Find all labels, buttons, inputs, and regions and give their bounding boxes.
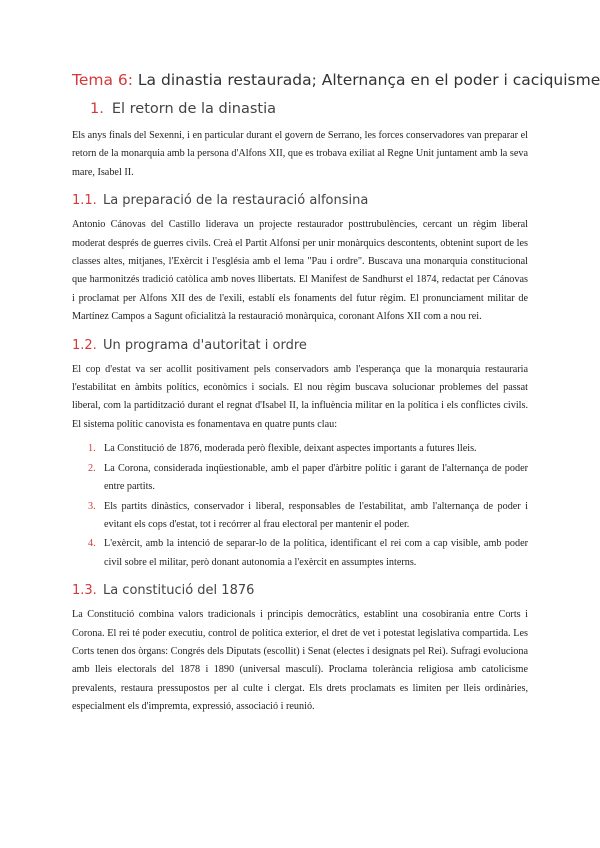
section-1-title: El retorn de la dinastia: [111, 101, 276, 117]
subsection-1-2-title: Un programa d'autoritat i ordre: [102, 337, 307, 353]
section-1-heading: [90, 100, 528, 119]
list-item-number: 1.: [88, 443, 96, 455]
title-text: La dinastia restaurada; Alternança en el poder i caciquisme: [137, 71, 600, 89]
subsection-1-1-heading: [72, 192, 528, 210]
subsection-1-2-heading: [72, 337, 528, 355]
list-item: [72, 535, 528, 572]
section-1-paragraph: Els anys finals del Sexenni, i en particular durant el govern de Serrano, les forces conservadores van preparar el retorn de la monarquia amb la persona d'Alfons XII, que es trobava exiliat al Regne Unit juntament amb la seva mare, Isabel II.: [72, 130, 528, 178]
subsection-1-3-title: La constitució del 1876: [102, 583, 255, 599]
list-item-text: Els partits dinàstics, conservador i liberal, responsables de l'estabilitat, amb l'alternança de poder i evitant els cops d'estat, tot i recórrer al frau electoral per mantenir el poder.: [104, 500, 528, 530]
list-item: [72, 460, 528, 497]
subsection-1-2-number: 1.2.: [72, 337, 97, 353]
subsection-1-1-title: La preparació de la restauració alfonsina: [102, 193, 369, 209]
list-item-text: La Corona, considerada inqüestionable, amb el paper d'àrbitre polític i garant de l'alternança de poder entre partits.: [104, 462, 528, 493]
list-item-number: 3.: [88, 500, 96, 512]
section-1-number: 1.: [90, 101, 104, 117]
list-item: [72, 440, 528, 458]
list-item: [72, 498, 528, 535]
subsection-1-3-number: 1.3.: [72, 583, 97, 599]
list-item-text: La Constitució de 1876, moderada però flexible, deixant aspectes importants a futures lleis.: [104, 443, 477, 455]
title-label: Tema 6:: [72, 71, 133, 89]
subsection-1-2-paragraph: El cop d'estat va ser acollit positivament pels conservadors amb l'esperança que la monarquia restauraria l'estabilitat en àmbits polítics, econòmics i socials. El nou règim buscava solucionar problemes del passat liberal, com la partidització durant el regnat d'Isabel II, la influència militar en la política i els conflictes civils. El sistema polític canovista es fonamentava en quatre punts clau:: [72, 363, 528, 430]
subsection-1-1-paragraph: Antonio Cánovas del Castillo liderava un projecte restaurador posttrubulències, cercant un règim liberal moderat després de guerres civils. Creà el Partit Alfonsí per unir monàrquics descontents, obtenint suport de les classes altes, mitjanes, l'Exèrcit i l'església amb el lema "Pau i ordre". Buscava una monarquia constitucional que harmonitzés tradició catòlica amb noves llibertats. El Manifest de Sandhurst el 1874, redactat per Cánovas i proclamat per Alfons XII des de l'exili, establí els fonaments del futur règim. El pronunciament militar de Martínez Campos a Sagunt oficialitzà la restauració monàrquica, coronant Alfons XII com a nou rei.: [72, 219, 528, 323]
list-item-text: L'exèrcit, amb la intenció de separar-lo de la política, identificant el rei com a cap visible, amb poder civil sobre el militar, però donant autonomia a l'exèrcit en assumptes interns.: [104, 538, 528, 568]
page-title: [72, 70, 600, 90]
key-points-list: [72, 440, 528, 572]
list-item-number: 2.: [88, 462, 96, 474]
subsection-1-3-paragraph: La Constitució combina valors tradicionals i principis democràtics, establint una cosobirania entre Corts i Corona. El rei té poder executiu, control de política exterior, el dret de vet i potestat legislativa compartida. Les Corts tenen dos òrgans: Congrés dels Diputats (escollit) i Senat (electes i designats pel Rei). Sufragi evoluciona amb lleis electorals del 1878 i 1890 (universal masculí). Proclama tolerància religiosa amb catolicisme prevalents, restaura pressupostos per al culte i clergat. Els drets proclamats es limiten per lleis ordinàries, especialment els d'impremta, expressió, associació i reunió.: [72, 609, 528, 713]
subsection-1-1-number: 1.1.: [72, 193, 97, 209]
list-item-number: 4.: [88, 538, 96, 550]
subsection-1-3-heading: [72, 582, 528, 600]
